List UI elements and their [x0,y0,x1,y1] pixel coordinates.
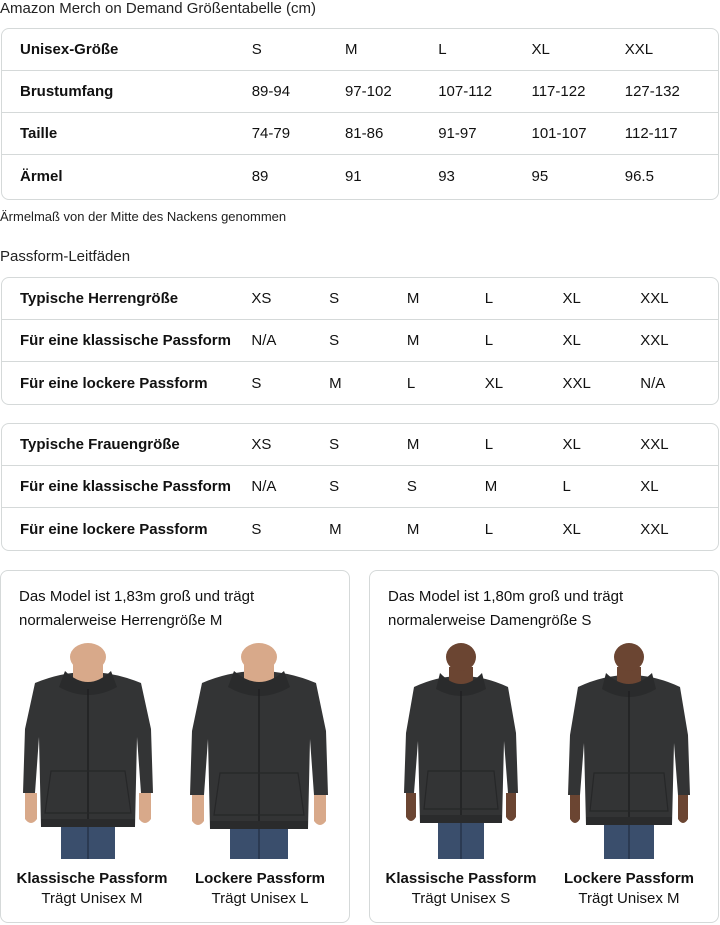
size-cell: XL [562,436,581,453]
model-photo-women-relaxed [554,643,704,859]
size-chart-caption: Amazon Merch on Demand Größentabelle (cm) [0,0,316,17]
size-cell: M [406,290,420,307]
size-cell: L [484,436,494,453]
hoodie-model-illustration [386,643,536,859]
size-chart-row-chest [2,71,718,113]
row-label: Für eine klassische Passform [20,478,231,495]
value-cell: XXL [562,374,591,392]
hoodie-model-illustration [184,643,334,859]
size-cell: L [484,290,494,307]
value-cell: S [329,478,340,495]
value-cell: L [406,374,416,392]
fit-title: Klassische Passform [385,870,537,887]
fit-subtitle: Trägt Unisex S [411,890,511,907]
fit-subtitle: Trägt Unisex M [578,890,680,907]
value-cell: 89 [251,167,269,185]
value-cell: 89-94 [251,83,291,100]
value-cell: XL [484,374,504,392]
value-cell: 81-86 [344,125,384,142]
value-cell: XXL [640,332,669,349]
model-photo-women-classic [386,643,536,859]
value-cell: S [251,520,262,538]
row-label: Brustumfang [20,83,114,100]
row-label: Typische Herrengröße [20,290,179,307]
size-cell: XXL [624,41,654,58]
hoodie-model-illustration [13,643,163,859]
men-fit-row-classic [2,320,718,362]
size-cell: XS [251,436,272,453]
value-cell: XL [640,478,659,495]
figure-caption [376,869,546,909]
figure-caption [175,869,345,909]
value-cell: M [406,332,420,349]
fit-title: Lockere Passform [563,870,695,887]
value-cell: XL [562,520,581,538]
size-cell: XS [251,290,272,307]
size-cell: XL [562,290,581,307]
size-chart-header-row [2,29,718,71]
value-cell: 112-117 [624,125,678,142]
value-cell: N/A [251,332,277,349]
value-cell: M [329,520,342,538]
value-cell: 127-132 [624,83,680,100]
row-label: Für eine klassische Passform [20,332,231,349]
men-fit-header-row [2,278,718,320]
size-cell: XL [531,41,550,58]
row-label: Für eine lockere Passform [20,520,208,538]
men-fit-table [1,277,719,405]
sleeve-note: Ärmelmaß von der Mitte des Nackens genommen [0,209,287,224]
row-label: Typische Frauengröße [20,436,180,453]
size-chart-row-waist [2,113,718,155]
size-cell: M [344,41,358,58]
value-cell: 96.5 [624,167,654,185]
size-cell: S [251,41,262,58]
value-cell: S [329,332,340,349]
value-cell: M [406,520,420,538]
fit-guide-caption: Passform-Leitfäden [0,248,131,265]
row-label: Taille [20,125,58,142]
women-fit-row-relaxed [2,508,718,550]
row-label: Für eine lockere Passform [20,374,208,392]
model-photo-men-relaxed [184,643,334,859]
row-label: Ärmel [20,167,63,185]
figure-caption [7,869,177,909]
fit-title: Lockere Passform [194,870,326,887]
value-cell: 107-112 [438,83,493,100]
model-description: Das Model ist 1,80m groß und trägt normalerweise Damengröße S [388,588,624,629]
value-cell: M [484,478,498,495]
value-cell: N/A [251,478,277,495]
value-cell: L [484,520,494,538]
men-model-card [0,570,350,923]
value-cell: L [562,478,571,495]
value-cell: 97-102 [344,83,392,100]
model-photo-men-classic [13,643,163,859]
fit-title: Klassische Passform [16,870,168,887]
figure-caption [544,869,714,909]
size-cell: L [438,41,447,58]
fit-subtitle: Trägt Unisex L [211,890,309,907]
value-cell: 117-122 [531,83,586,100]
value-cell: 74-79 [251,125,291,142]
value-cell: M [329,374,342,392]
women-fit-header-row [2,424,718,466]
value-cell: 95 [531,167,549,185]
hoodie-model-illustration [554,643,704,859]
value-cell: 91 [344,167,362,185]
size-chart-row-sleeve [2,155,718,197]
value-cell: 101-107 [531,125,587,142]
value-cell: S [406,478,417,495]
value-cell: S [251,374,262,392]
value-cell: N/A [640,374,666,392]
women-model-card [369,570,719,923]
size-cell: S [329,436,340,453]
value-cell: L [484,332,494,349]
value-cell: 91-97 [438,125,477,142]
size-chart-table [1,28,719,200]
men-fit-row-relaxed [2,362,718,404]
fit-subtitle: Trägt Unisex M [41,890,143,907]
value-cell: XXL [640,520,669,538]
women-fit-row-classic [2,466,718,508]
women-fit-table [1,423,719,551]
model-description: Das Model ist 1,83m groß und trägt normalerweise Herrengröße M [19,588,255,629]
size-cell: XXL [640,436,669,453]
size-cell: M [406,436,420,453]
value-cell: 93 [438,167,455,185]
size-cell: XXL [640,290,669,307]
row-label: Unisex-Größe [20,41,119,58]
size-cell: S [329,290,340,307]
value-cell: XL [562,332,581,349]
